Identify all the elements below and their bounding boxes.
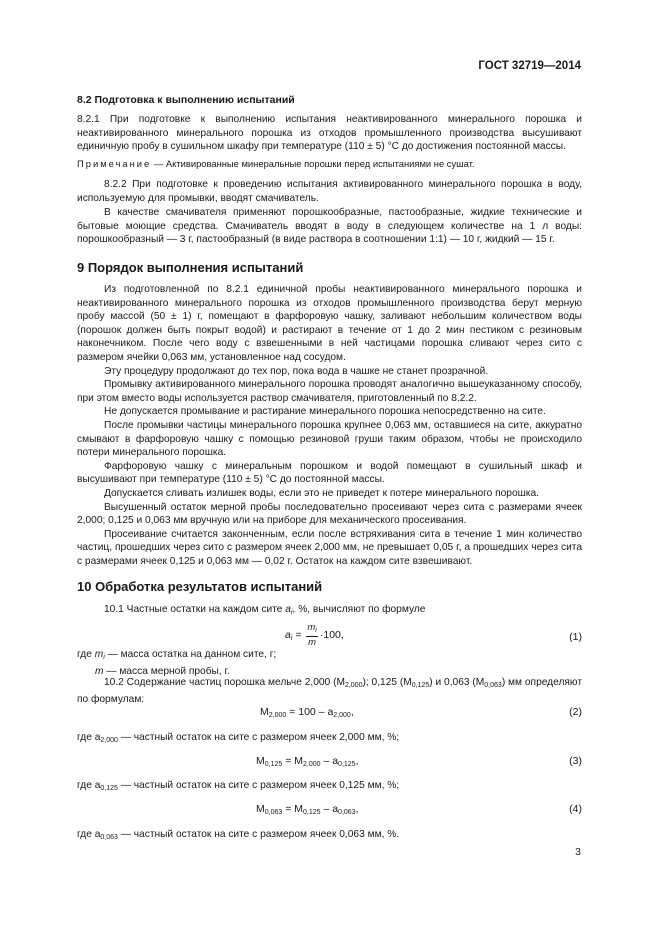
- section-9-p3: Промывку активированного минерального порошка проводят аналогично вышеуказанному способу, при этом вместо воды используется раствор смачивателя, приготовленный по 8.2.2.: [77, 379, 582, 404]
- formula-3-number: (3): [569, 755, 582, 767]
- section-10-1-paragraph: 10.1 Частные остатки на каждом сите $a_i$, %, вычисляют по формуле: [104, 604, 426, 616]
- section-9-text: [77, 283, 582, 568]
- section-9-p1: Из подготовленной по 8.2.1 единичной пробы неактивированного минерального порошка и неактивированного минерального порошка из отходов промышленного производства берут мерную пробу массой (50 ± 1) г, помещают в фарфоровую чашку, заливают небольшим количеством воды (порошок должен быть покрыт водой) и растирают в течение от 1 до 2 мин пестиком с резиновым наконечником. После чего воду с взвешенными в ней частицами порошка сливают через сито с размером ячейки 0,063 мм, установленное над сосудом.: [77, 284, 582, 363]
- formula-1-fraction: $\frac{m_i}{m}$: [307, 622, 317, 648]
- note-label: Примечание: [77, 158, 152, 169]
- section-8-2-2-paragraph: 8.2.2 При подготовке к проведению испытания активированного минерального порошка в воду, используемую для промывки, вводят смачиватель.: [77, 179, 582, 204]
- section-9-heading: 9 Порядок выполнения испытаний: [77, 260, 304, 275]
- section-8-2-heading: 8.2 Подготовка к выполнению испытаний: [77, 94, 295, 106]
- formula-4: $М_{0,063} = М_{0,125} - a_{0,063}$,: [256, 803, 359, 816]
- section-10-heading: 10 Обработка результатов испытаний: [77, 579, 323, 594]
- section-9-p6: Фарфоровую чашку с минеральным порошком и водой помещают в сушильный шкаф и высушивают при температуре (110 ± 5) °С до постоянной массы.: [77, 460, 582, 486]
- formula-3-legend: где $a_{0,125}$ — частный остаток на сите с размером ячеек 0,125 мм, %;: [77, 780, 400, 792]
- section-9-p8: Высушенный остаток мерной пробы последовательно просеивают через сита с размерами ячеек 2,000; 0,125 и 0,063 мм вручную или на приборе для механического просеивания.: [77, 501, 582, 527]
- formula-3: $М_{0,125} = М_{2,000} - a_{0,125}$,: [256, 755, 359, 768]
- section-10-2-paragraph: 10.2 Содержание частиц порошка мельче 2,000 $(М_{2,000})$; 0,125 $(М_{0,125})$ и 0,063 $(М_{0,063})$ мм определяют по формулам:: [77, 677, 582, 705]
- section-8-2-1-paragraph: 8.2.1 При подготовке к выполнению испытания неактивированного минерального порошка и неактивированного минерального порошка из отходов промышленного производства высушивают единичную пробу в сушильном шкафу при температуре (110 ± 5) °С до достижения постоянной массы.: [77, 114, 582, 153]
- formula-1: $a_i$ = $\frac{m_i}{m}$ ·100,: [285, 622, 344, 648]
- formula-2-legend: где $a_{2,000}$ — частный остаток на сите с размером ячеек 2,000 мм, %;: [77, 732, 400, 744]
- note-text: — Активированные минеральные порошки перед испытаниями не сушат.: [153, 158, 475, 169]
- section-9-p4: Не допускается промывание и растирание минерального порошка непосредственно на сите.: [104, 406, 546, 418]
- standard-header: ГОСТ 32719—2014: [478, 60, 581, 72]
- formula-4-legend: где $a_{0,063}$ — частный остаток на сите с размером ячеек 0,063 мм, %.: [77, 829, 400, 841]
- page-number: 3: [575, 846, 581, 858]
- formula-1-number: (1): [569, 631, 582, 643]
- formula-2-number: (2): [569, 706, 582, 718]
- formula-1-legend: где $m_i$ — масса остатка на данном сите, г; m — масса мерной пробы, г.: [77, 649, 277, 677]
- formula-2: $М_{2,000} = 100 - a_{2,000}$,: [260, 706, 354, 719]
- section-9-p9: Просеивание считается законченным, если после встряхивания сита в течение 1 мин количество частиц, прошедших через сито с размером ячеек 2,000 мм, не превышает 0,05 г, а прошедших через сита с размерами ячеек 0,125 и 0,063 мм — 0,02 г. Остаток на каждом сите взвешивают.: [77, 528, 582, 567]
- wetting-agent-paragraph: В качестве смачивателя применяют порошкообразные, пастообразные, жидкие технические и бытовые моющие средства. Смачиватель вводят в воду в следующем количестве на 1 л воды: порошкообразный — 3 г, пастообразный (в виде раствора в соотношении 1:1) — 10 г, жидкий — 15 г.: [77, 207, 582, 246]
- note: [77, 158, 475, 169]
- section-9-p2: Эту процедуру продолжают до тех пор, пока вода в чашке не станет прозрачной.: [104, 365, 489, 377]
- section-9-p5: После промывки частицы минерального порошка крупнее 0,063 мм, оставшиеся на сите, аккуратно смывают в фарфоровую чашку с помощью резиновой груши таким образом, чтобы не происходило потери минерального порошка.: [77, 419, 582, 459]
- section-9-p7: Допускается сливать излишек воды, если это не приведет к потере минерального порошка.: [104, 487, 539, 499]
- formula-4-number: (4): [569, 803, 582, 815]
